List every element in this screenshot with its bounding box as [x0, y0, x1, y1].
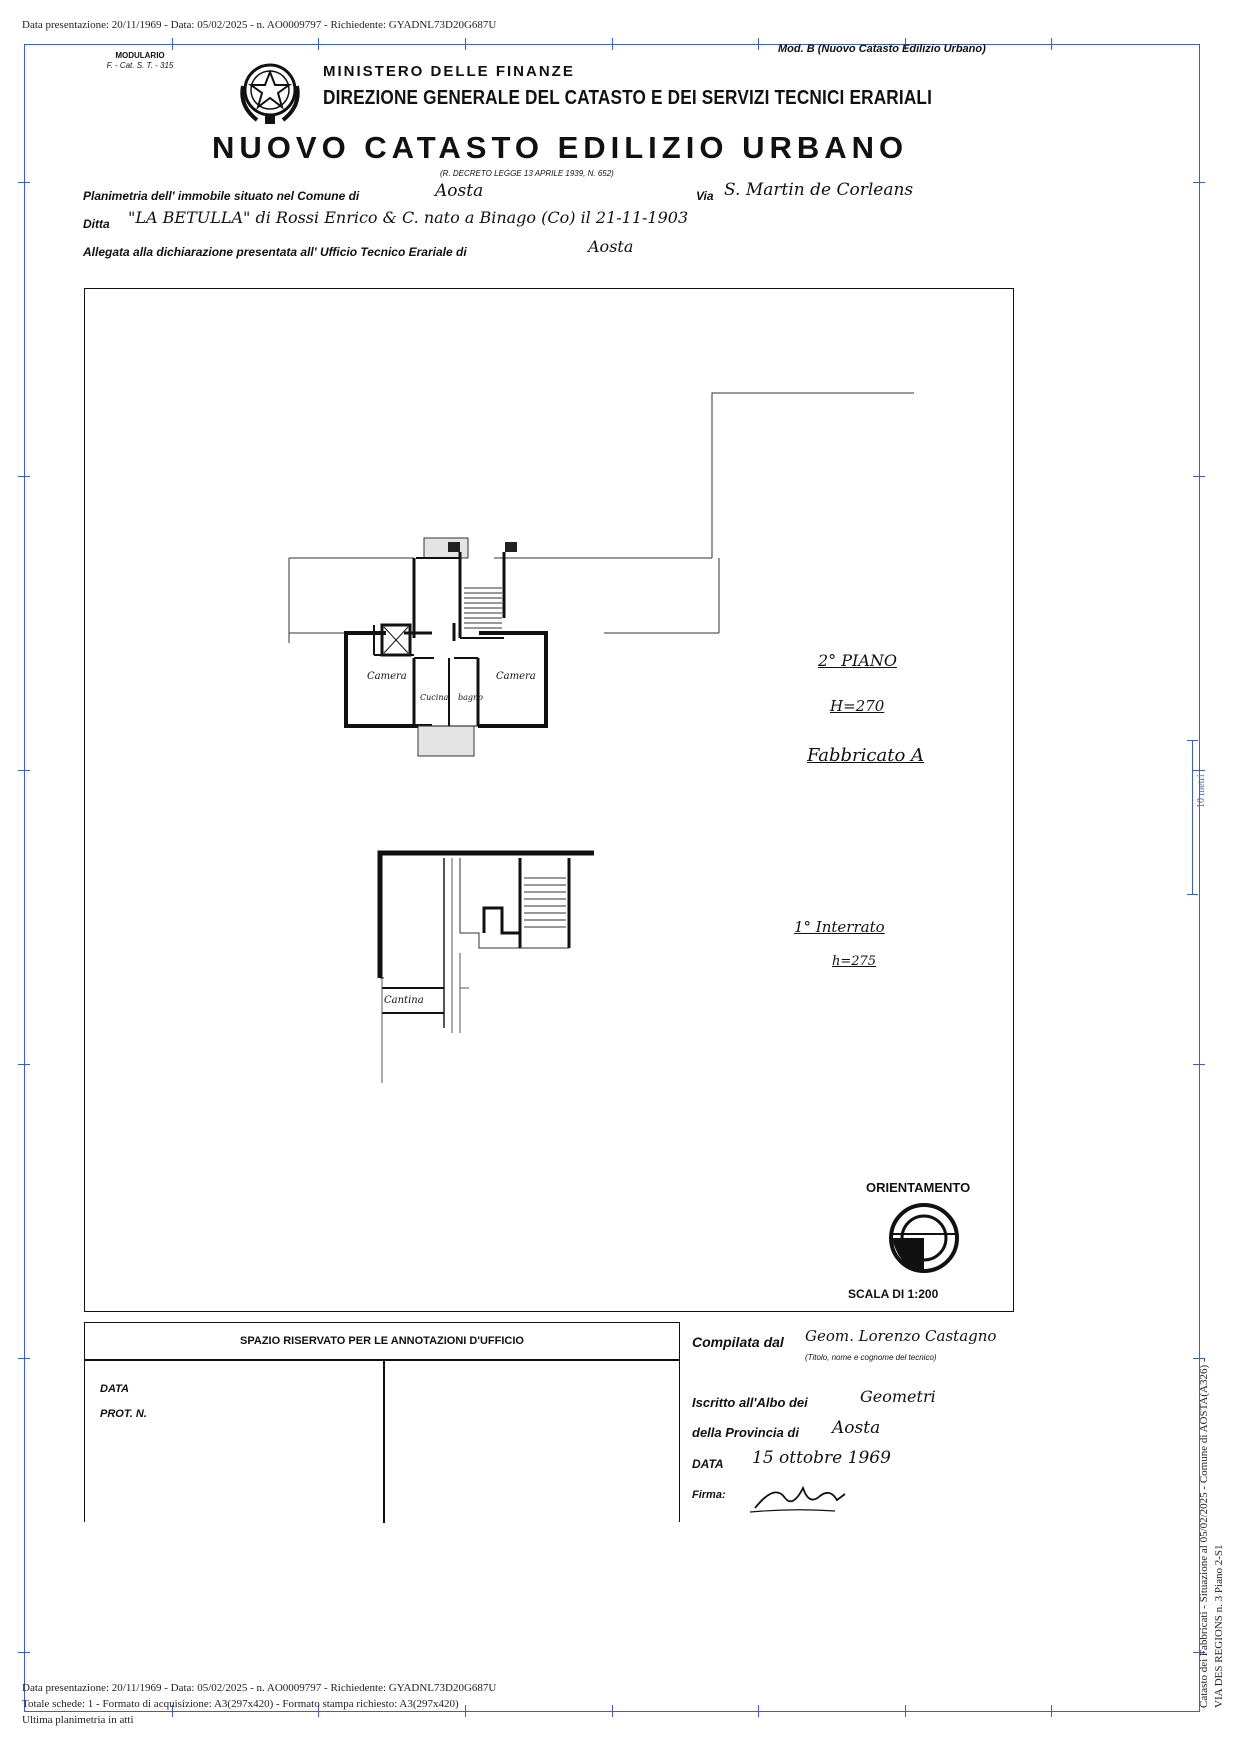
provincia-value: Aosta	[832, 1418, 881, 1438]
room-label-camera-right: Camera	[496, 671, 536, 682]
room-label-cucina: Cucina	[420, 693, 449, 702]
height-label: H=270	[830, 697, 885, 715]
ditta-value: "LA BETULLA" di Rossi Enrico & C. nato a Binago (Co) il 21-11-1903	[128, 208, 689, 227]
decree-label: (R. DECRETO LEGGE 13 APRILE 1939, N. 652)	[440, 169, 614, 178]
firma-label: Firma:	[692, 1489, 726, 1501]
footer-line3: Ultima planimetria in atti	[22, 1714, 134, 1726]
modulario-line1: MODULARIO	[115, 51, 165, 60]
emblem-icon	[237, 56, 303, 126]
office-prot-label: PROT. N.	[100, 1408, 147, 1420]
footer-line1: Data presentazione: 20/11/1969 - Data: 05/02/2025 - n. AO0009797 - Richiedente: GYADNL73D20G687U	[22, 1682, 497, 1694]
titolo-note: (Titolo, nome e cognome del tecnico)	[805, 1353, 937, 1362]
compilata-value: Geom. Lorenzo Castagno	[805, 1327, 997, 1345]
basement-height-label: h=275	[832, 954, 877, 969]
scale-bar-label: 10 metri	[1196, 774, 1207, 808]
ministry-title: MINISTERO DELLE FINANZE	[323, 63, 575, 80]
frame-left	[24, 44, 25, 1712]
iscritto-value: Geometri	[860, 1387, 936, 1406]
via-value: S. Martin de Corleans	[724, 180, 914, 200]
iscritto-label: Iscritto all'Albo dei	[692, 1395, 808, 1410]
office-box-title: SPAZIO RISERVATO PER LE ANNOTAZIONI D'UFFICIO	[240, 1335, 524, 1347]
mod-b-label: Mod. B (Nuovo Catasto Edilizio Urbano)	[778, 43, 986, 55]
scale-label: SCALA DI 1:200	[848, 1287, 939, 1301]
floor-plan-drawing	[84, 288, 1014, 1312]
via-label: Via	[696, 189, 714, 203]
footer-line2: Totale schede: 1 - Formato di acquisizione: A3(297x420) - Formato stampa richiesto: A3(297x420)	[22, 1698, 459, 1710]
direzione-title: DIREZIONE GENERALE DEL CATASTO E DEI SERVIZI TECNICI ERARIALI	[323, 87, 933, 109]
room-label-camera-left: Camera	[367, 671, 407, 682]
side-text-1: Catasto dei Fabbricati - Situazione al 05/02/2025 - Comune di AOSTA(A326) -	[1198, 1358, 1210, 1708]
ufficio-value: Aosta	[588, 237, 634, 256]
allegata-label: Allegata alla dichiarazione presentata all' Ufficio Tecnico Erariale di	[83, 245, 467, 259]
office-data-label: DATA	[100, 1383, 129, 1395]
data-label: DATA	[692, 1457, 724, 1471]
room-label-bagno: bagno	[458, 693, 483, 702]
office-box	[84, 1322, 680, 1522]
signature-icon	[745, 1478, 855, 1518]
data-value: 15 ottobre 1969	[752, 1448, 891, 1468]
main-title: NUOVO CATASTO EDILIZIO URBANO	[212, 130, 909, 165]
floor-label: 2° PIANO	[818, 651, 898, 670]
scale-bar	[1192, 740, 1193, 895]
basement-label: 1° Interrato	[794, 918, 885, 936]
room-label-cantina: Cantina	[384, 995, 424, 1006]
modulario-box	[92, 51, 188, 71]
ditta-label: Ditta	[83, 217, 110, 231]
compilata-label: Compilata dal	[692, 1334, 784, 1350]
comune-value: Aosta	[435, 181, 484, 201]
building-label: Fabbricato A	[807, 745, 925, 766]
planimetria-label: Planimetria dell' immobile situato nel Comune di	[83, 189, 360, 203]
header-meta: Data presentazione: 20/11/1969 - Data: 05/02/2025 - n. AO0009797 - Richiedente: GYADNL73D20G687U	[22, 19, 497, 31]
orientation-label: ORIENTAMENTO	[866, 1180, 971, 1195]
modulario-line2: F. - Cat. S. T. - 315	[106, 61, 174, 70]
side-text-2: VIA DES REGIONS n. 3 Piano 2-S1	[1213, 1544, 1225, 1708]
provincia-label: della Provincia di	[692, 1425, 799, 1440]
